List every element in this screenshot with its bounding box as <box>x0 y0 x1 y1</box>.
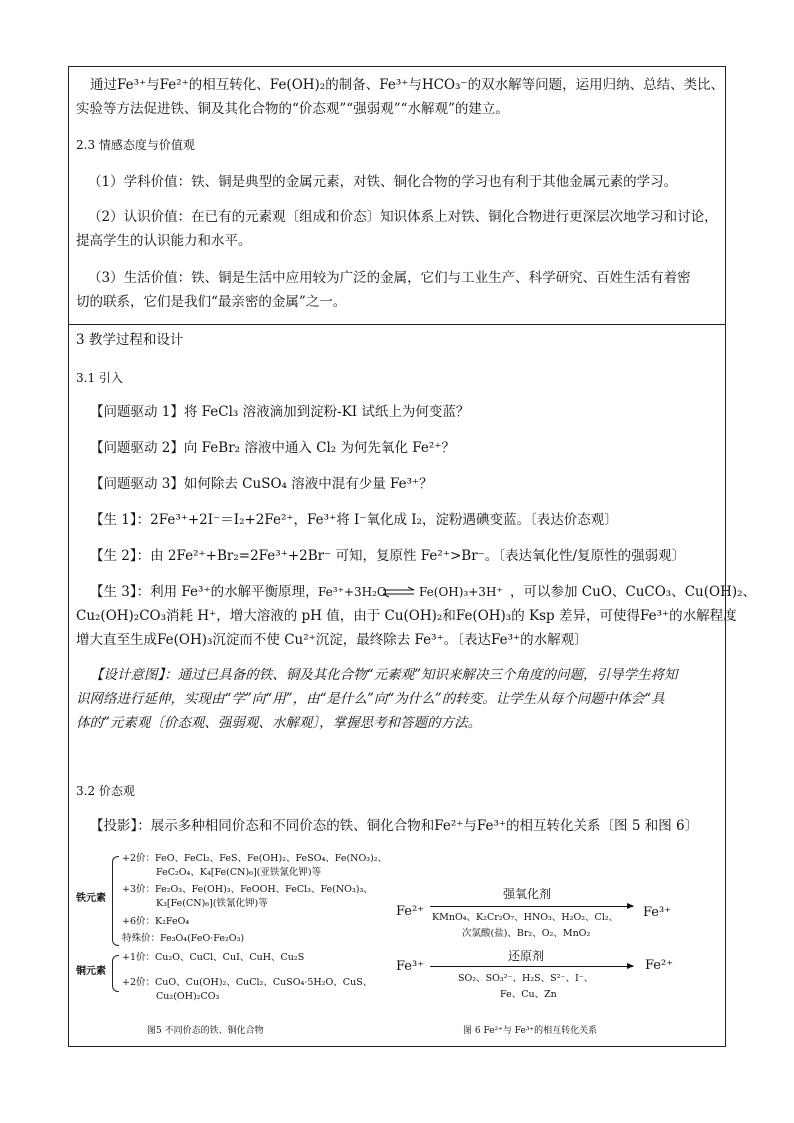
question-2: 【问题驱动 2】向 FeBr₂ 溶液中通入 Cl₂ 为何先氧化 Fe²⁺？ <box>90 440 455 456</box>
iron-special-valence: 特殊价：Fe₃O₄(FeO·Fe₂O₃) <box>122 933 245 944</box>
heading-2-3: 2.3 情感态度与价值观 <box>76 138 195 152</box>
reduction-arrow <box>430 966 633 967</box>
copper-valence-1: +1价：Cu₂O、CuCl、CuI、CuH、Cu₂S <box>122 952 305 963</box>
objective-para-line2: 实验等方法促进铁、铜及其化合物的“价态观”“强弱观”“水解观”的建立。 <box>76 101 509 117</box>
hydrolysis-eq-right: Fe(OH)₃+3H⁺ <box>419 585 503 599</box>
copper-valence-2-line1: +2价：CuO、Cu(OH)₂、CuCl₂、CuSO₄·5H₂O、CuS、 <box>122 977 373 988</box>
design-intent-line3: 体的”元素观〔价态观、强弱观、水解观〕，掌握思考和答题的方法。 <box>76 715 482 731</box>
reductant-list-line1: SO₂、SO₃²⁻、H₂S、S²⁻、I⁻、 <box>458 973 594 984</box>
value-academic: （1）学科价值：铁、铜是典型的金属元素，对铁、铜化合物的学习也有利于其他金属元素的学习。 <box>88 174 678 190</box>
iron-valence-3-line1: +3价：Fe₂O₃、Fe(OH)₃、FeOOH、FeCl₃、Fe(NO₃)₃、 <box>122 884 373 895</box>
figure6-caption: 图 6 Fe²⁺与 Fe³⁺的相互转化关系 <box>463 1026 598 1036</box>
equilibrium-arrow-icon <box>382 586 416 598</box>
heading-3-1: 3.1 引入 <box>76 371 123 385</box>
row-divider <box>68 324 726 325</box>
design-intent-line1: 【设计意图】：通过已具备的铁、铜及其化合物“元素观”知识来解决三个角度的问题，引导学生将知 <box>90 667 678 683</box>
student-answer-2: 【生 2】：由 2Fe²⁺+Br₂=2Fe³⁺+2Br⁻ 可知，复原性 Fe²⁺>Br⁻。〔表达氧化性/复原性的强弱观〕 <box>90 548 686 564</box>
heading-3-2: 3.2 价态观 <box>76 784 135 798</box>
student-answer-3-line3: 增大直至生成Fe(OH)₃沉淀而不使 Cu²⁺沉淀，最终除去 Fe³⁺。〔表达Fe³⁺的水解观〕 <box>76 632 588 648</box>
reductant-label: 还原剂 <box>508 949 545 963</box>
iron-brace <box>112 856 119 946</box>
student-answer-3-start: 【生 3】：利用 Fe³⁺的水解平衡原理， <box>90 584 319 600</box>
student-answer-3-line2: Cu₂(OH)₂CO₃消耗 H⁺，增大溶液的 pH 值，由于 Cu(OH)₂和Fe(OH)₃的 Ksp 差异，可使得Fe³⁺的水解程度 <box>76 608 737 624</box>
hydrolysis-eq-left: Fe³⁺+3H₂O <box>318 585 387 599</box>
student-answer-1: 【生 1】：2Fe³⁺+2I⁻＝I₂+2Fe²⁺，Fe³⁺将 I⁻氧化成 I₂，淀粉遇碘变蓝。〔表达价态观〕 <box>90 512 618 528</box>
oxidant-list-line2: 次氯酸(盐)、Br₂、O₂、MnO₂ <box>462 928 591 939</box>
question-3: 【问题驱动 3】如何除去 CuSO₄ 溶液中混有少量 Fe³⁺？ <box>90 476 433 492</box>
oxidant-list-line1: KMnO₄、K₂Cr₂O₇、HNO₃、H₂O₂、Cl₂、 <box>432 912 619 923</box>
question-1: 【问题驱动 1】将 FeCl₃ 溶液滴加到淀粉-KI 试纸上为何变蓝？ <box>90 404 470 420</box>
value-cognitive-line2: 提高学生的认识能力和水平。 <box>76 233 252 249</box>
projection-text: 【投影】：展示多种相同价态和不同价态的铁、铜化合物和Fe²⁺与Fe³⁺的相互转化关系〔图 5 和图 6〕 <box>90 818 699 834</box>
iron-valence-3-line2: K₃[Fe(CN)₆](铁氰化钾)等 <box>156 898 268 909</box>
fe3-bottom-left: Fe³⁺ <box>396 959 425 974</box>
fe2-bottom-right: Fe²⁺ <box>645 958 674 973</box>
copper-brace <box>112 955 119 992</box>
copper-valence-2-line2: Cu₂(OH)₂CO₃ <box>156 991 220 1002</box>
iron-element-label: 铁元素 <box>76 893 106 904</box>
fe2-top-left: Fe²⁺ <box>396 904 425 919</box>
iron-valence-2-line2: FeC₂O₄、K₄[Fe(CN)₆](亚铁氰化钾)等 <box>156 867 322 878</box>
reductant-list-line2: Fe、Cu、Zn <box>500 989 557 1000</box>
oxidation-arrow <box>430 906 633 907</box>
heading-3: 3 教学过程和设计 <box>76 332 184 348</box>
design-intent-line2: 识网络进行延伸，实现由“学”向“用”，由“是什么”向“为什么”的转变。让学生从每个问题中体会“具 <box>76 691 665 707</box>
value-life-line2: 切的联系，它们是我们“最亲密的金属”之一。 <box>76 294 347 310</box>
copper-element-label: 铜元素 <box>76 966 106 977</box>
value-cognitive-line1: （2）认识价值：在已有的元素观〔组成和价态〕知识体系上对铁、铜化合物进行更深层次地学习和讨论， <box>88 209 718 225</box>
objective-para-line1: 通过Fe³⁺与Fe²⁺的相互转化、Fe(OH)₂的制备、Fe³⁺与HCO₃⁻的双水解等问题，运用归纳、总结、类比、 <box>90 77 725 93</box>
value-life-line1: （3）生活价值：铁、铜是生活中应用较为广泛的金属，它们与工业生产、科学研究、百姓生活有着密 <box>88 270 691 286</box>
figure5-caption: 图5 不同价态的铁、铜化合物 <box>147 1026 264 1036</box>
iron-valence-2-line1: +2价：FeO、FeCl₂、FeS、Fe(OH)₂、FeSO₄、Fe(NO₃)₂、 <box>122 853 388 864</box>
student-answer-3-cont: ，可以参加 CuO、CuCO₃、Cu(OH)₂、 <box>510 584 757 600</box>
iron-valence-6: +6价：K₂FeO₄ <box>122 916 190 927</box>
strong-oxidant-label: 强氧化剂 <box>503 887 552 901</box>
fe3-top-right: Fe³⁺ <box>643 905 672 920</box>
